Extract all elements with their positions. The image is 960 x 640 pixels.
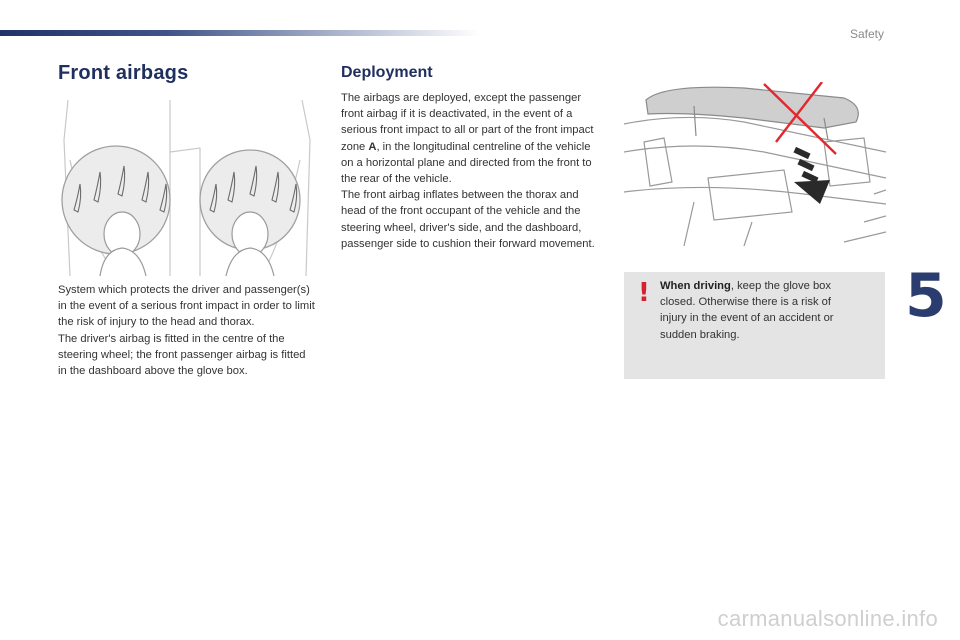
chapter-number: 5	[905, 261, 947, 331]
front-airbags-para-2: The driver's airbag is fitted in the centre of the steering wheel; the front passenger airbag is fitted in the dashboard above the glove box.	[58, 332, 306, 378]
watermark: carmanualsonline.info	[717, 606, 938, 631]
deployment-para-2: The front airbag inflates between the thorax and head of the front occupant of the vehicle and the steering wheel, driver's side, and the dashboard, passenger side to cushion their forward movement.	[341, 189, 595, 250]
section-label: Safety	[849, 27, 884, 41]
front-airbags-description	[58, 282, 316, 379]
warning-body: , keep the glove box closed. Otherwise there is a risk of injury in the event of an accident or sudden braking.	[660, 280, 834, 341]
exclamation-icon: !	[638, 278, 650, 308]
warning-text	[660, 278, 860, 343]
page-title: Front airbags	[58, 62, 189, 84]
header-gradient-bar	[0, 30, 480, 36]
impact-zone-label: A	[368, 140, 377, 153]
deployment-description	[341, 90, 599, 252]
front-airbags-para-1: System which protects the driver and passenger(s) in the event of a serious front impact in order to limit the risk of injury to the head and thorax.	[58, 284, 315, 329]
dashboard-illustration	[624, 82, 886, 246]
deployment-heading: Deployment	[341, 64, 433, 81]
warning-box	[624, 272, 885, 379]
deployment-para-1	[341, 90, 599, 187]
deployment-para-1-after: , in the longitudinal centreline of the vehicle on a horizontal plane and directed from the front to the rear of the vehicle.	[341, 140, 592, 186]
deployment-para-1-before: The airbags are deployed, except the passenger front airbag if it is deactivated, in the event of a serious front impact to all or part of the front impact zone	[341, 92, 594, 153]
warning-bold-label: When driving	[660, 280, 731, 292]
airbag-occupants-illustration	[60, 100, 315, 276]
